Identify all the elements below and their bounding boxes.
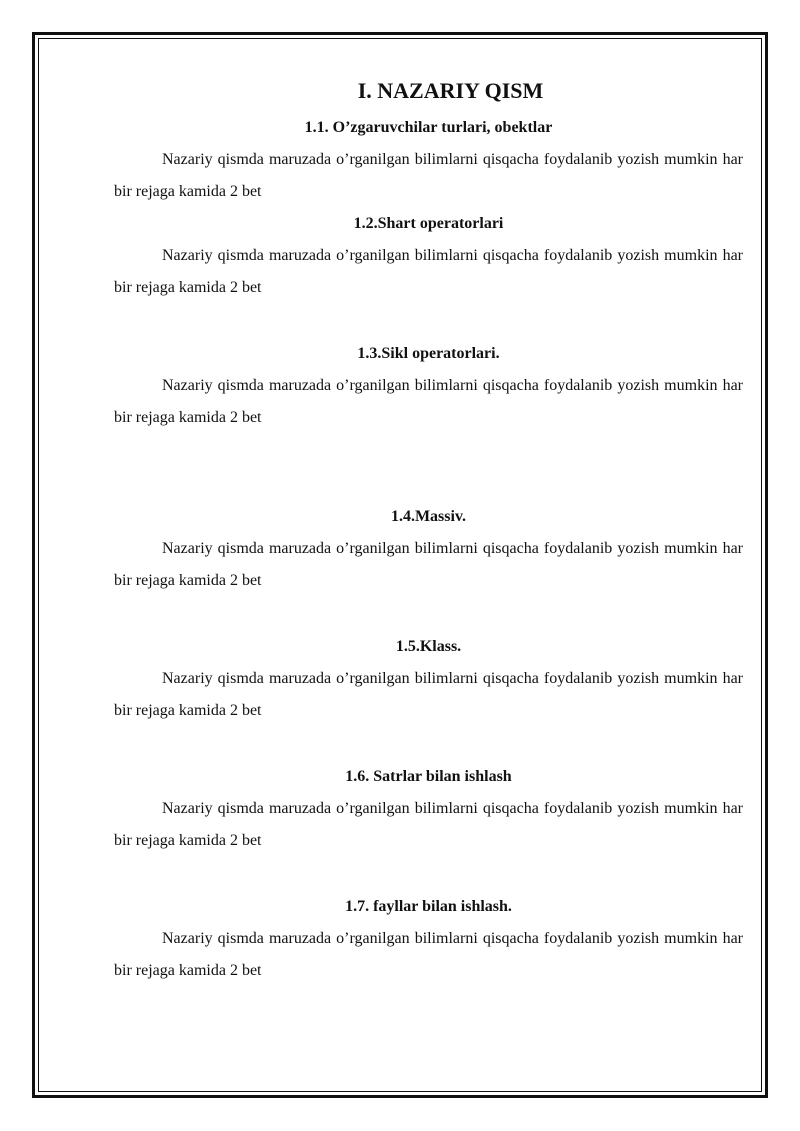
- section-1-6: [114, 767, 743, 857]
- section-heading: 1.6. Satrlar bilan ishlash: [345, 768, 512, 785]
- section-body: Nazariy qismda maruzada o’rganilgan bilimlarni qisqacha foydalanib yozish mumkin har bir rejaga kamida 2 bet: [114, 800, 743, 849]
- section-heading: 1.4.Massiv.: [390, 508, 467, 525]
- section-1-3: [114, 344, 743, 434]
- section-1-7: [114, 897, 743, 987]
- section-body: Nazariy qismda maruzada o’rganilgan bilimlarni qisqacha foydalanib yozish mumkin har bir rejaga kamida 2 bet: [114, 247, 743, 296]
- section-1-2: [114, 214, 743, 304]
- section-body: Nazariy qismda maruzada o’rganilgan bilimlarni qisqacha foydalanib yozish mumkin har bir rejaga kamida 2 bet: [114, 540, 743, 589]
- section-1-4: [114, 507, 743, 597]
- section-body: Nazariy qismda maruzada o’rganilgan bilimlarni qisqacha foydalanib yozish mumkin har bir rejaga kamida 2 bet: [114, 930, 743, 979]
- section-heading: 1.5.Klass.: [395, 638, 462, 655]
- section-body: Nazariy qismda maruzada o’rganilgan bilimlarni qisqacha foydalanib yozish mumkin har bir rejaga kamida 2 bet: [114, 670, 743, 719]
- section-1-1: [114, 118, 743, 208]
- section-heading: 1.2.Shart operatorlari: [353, 215, 504, 232]
- section-body: Nazariy qismda maruzada o’rganilgan bilimlarni qisqacha foydalanib yozish mumkin har bir rejaga kamida 2 bet: [114, 377, 743, 426]
- section-heading: 1.7. fayllar bilan ishlash.: [345, 898, 512, 915]
- page-title: I. NAZARIY QISM: [357, 78, 544, 103]
- page-content: [114, 78, 743, 987]
- section-body: Nazariy qismda maruzada o’rganilgan bilimlarni qisqacha foydalanib yozish mumkin har bir rejaga kamida 2 bet: [114, 151, 743, 200]
- section-1-5: [114, 637, 743, 727]
- section-heading: 1.3.Sikl operatorlari.: [357, 345, 500, 362]
- section-heading: 1.1. O’zgaruvchilar turlari, obektlar: [304, 119, 553, 136]
